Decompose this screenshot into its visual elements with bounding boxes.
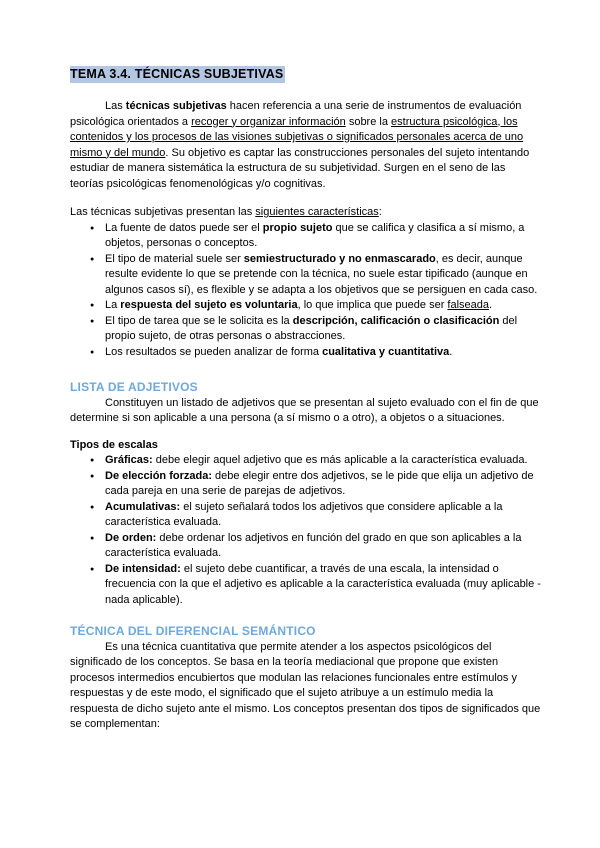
characteristics-list xyxy=(70,221,542,361)
list-item xyxy=(105,469,542,500)
text-run: técnicas subjetivas xyxy=(125,100,227,112)
intro-paragraph xyxy=(70,99,542,192)
text-run: Las xyxy=(105,100,126,112)
list-item xyxy=(105,453,542,469)
list-item xyxy=(105,531,542,562)
list-item xyxy=(105,298,542,314)
text-run: del propio sujeto, de otras personas o abstracciones. xyxy=(105,314,518,342)
text-run: cualitativa y cuantitativa xyxy=(322,345,450,358)
text-run: El tipo de material suele ser xyxy=(105,252,244,265)
escalas-list xyxy=(70,453,542,608)
text-run: La xyxy=(105,299,121,311)
text-run: Las técnicas subjetivas presentan las xyxy=(70,206,256,218)
subsection-heading-tipos-de-escalas: Tipos de escalas xyxy=(70,438,158,451)
text-run: : xyxy=(378,206,382,218)
characteristics-lead xyxy=(70,205,542,221)
text-run: descripción, calificación o clasificación xyxy=(292,314,500,327)
text-run: estructura psicológica, los contenidos y los procesos de las visiones subjetivas o significados personales acerca de uno mismo y del mundo xyxy=(70,115,524,159)
text-run: De elección forzada: xyxy=(105,469,212,482)
text-run: . xyxy=(449,345,453,358)
text-run: semiestructurado y no enmascarado xyxy=(243,252,436,265)
text-run: respuesta del sujeto es voluntaria xyxy=(120,299,298,311)
list-item xyxy=(105,252,542,299)
section-heading-diferencial-semantico: TÉCNICA DEL DIFERENCIAL SEMÁNTICO xyxy=(70,624,316,638)
list-item xyxy=(105,314,542,345)
list-item xyxy=(105,221,542,252)
text-run: , lo que implica que puede ser xyxy=(297,299,448,311)
text-run: el sujeto señalará todos los adjetivos que considere aplicable a la característica evaluada. xyxy=(105,500,503,528)
text-run: debe ordenar los adjetivos en función del grado en que son aplicables a la característica evaluada. xyxy=(105,531,522,559)
text-run: el sujeto debe cuantificar, a través de una escala, la intensidad o frecuencia con la que el adjetivo es aplicable a la característica evaluada (muy aplicable - nada aplicable). xyxy=(105,562,541,606)
text-run: El tipo de tarea que se le solicita es la xyxy=(105,314,293,327)
text-run: sobre la xyxy=(345,115,392,128)
text-run: Acumulativas: xyxy=(105,500,181,513)
list-item xyxy=(105,562,542,609)
list-item xyxy=(105,345,542,361)
text-run: debe elegir aquel adjetivo que es más aplicable a la característica evaluada. xyxy=(152,454,528,466)
text-run: , es decir, aunque resulte evidente lo que se pretende con la técnica, no suele estar tipificado (aunque en algunos casos sí), es flexible y se adapta a los objetivos que se persiguen en cada caso. xyxy=(105,252,538,296)
text-run: recoger y organizar información xyxy=(191,115,346,128)
text-run: hacen referencia a una serie de instrumentos de evaluación psicológica orientados a xyxy=(70,100,522,128)
title-highlight: TEMA 3.4. TÉCNICAS SUBJETIVAS xyxy=(70,67,284,81)
text-run: Es una técnica cuantitativa que permite atender a los aspectos psicológicos del significado de los conceptos. Se basa en la teoría mediacional que propone que existen procesos intermedios encubiertos que modulan las relaciones funcionales entre estímulos y respuestas y de este modo, el significado que el sujeto atribuye a un estímulo media la respuesta de dicho sujeto ante el mismo. Los conceptos presentan dos tipos de significados que se complementan: xyxy=(70,640,541,730)
text-run: siguientes características xyxy=(255,206,379,218)
text-run: Gráficas: xyxy=(105,454,153,466)
lista-adjetivos-paragraph xyxy=(70,396,542,427)
text-run: . xyxy=(489,299,493,311)
text-run: propio sujeto xyxy=(262,221,333,234)
text-run: De orden: xyxy=(105,531,157,544)
text-run: Los resultados se pueden analizar de forma xyxy=(105,345,323,358)
text-run: La fuente de datos puede ser el xyxy=(105,221,263,234)
text-run: que se califica y clasifica a sí mismo, a objetos, personas o conceptos. xyxy=(105,221,525,249)
text-run: falseada xyxy=(447,299,490,311)
section-heading-lista-de-adjetivos: LISTA DE ADJETIVOS xyxy=(70,380,198,394)
text-run: . Su objetivo es captar las construcciones personales del sujeto intentando estudiar de manera sistemática la estructura de su subjetividad. Surgen en el seno de las teorías psicológicas fenomenológicas y/o cognitivas. xyxy=(70,146,530,190)
document-title xyxy=(70,66,542,83)
text-run: debe elegir entre dos adjetivos, se le pide que elija un adjetivo de cada pareja en una serie de parejas de adjetivos. xyxy=(105,469,534,497)
text-run: Constituyen un listado de adjetivos que se presentan al sujeto evaluado con el fin de que determine si son aplicable a una persona (a sí mismo o a otro), a objetos o a situaciones. xyxy=(70,396,539,424)
text-run: De intensidad: xyxy=(105,562,181,575)
list-item xyxy=(105,500,542,531)
diferencial-paragraph xyxy=(70,640,542,733)
